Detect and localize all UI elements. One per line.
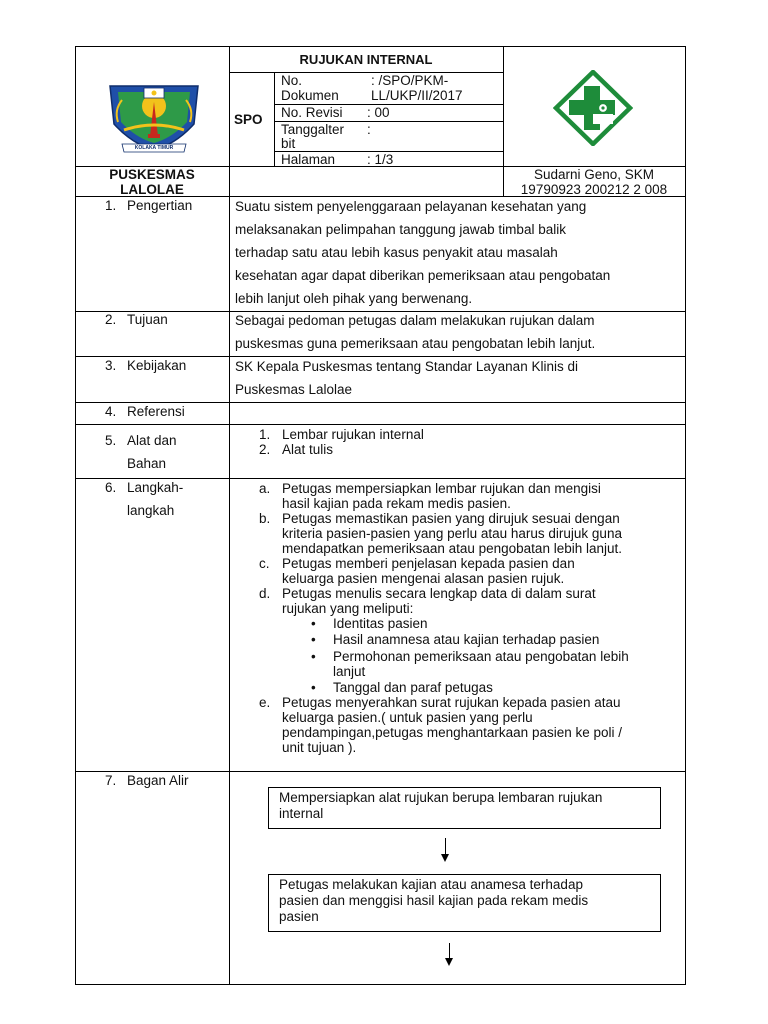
definition-line: terhadap satu atau lebih kasus penyakit atau masalah <box>235 245 558 260</box>
bullet-dot: • <box>311 680 316 695</box>
document-title: RUJUKAN INTERNAL <box>299 52 433 67</box>
step-line: Petugas memastikan pasien yang dirujuk sesuai dengan <box>282 511 620 526</box>
flowchart-step-1-line: Mempersiapkan alat rujukan berupa lembaran rujukan <box>279 790 603 805</box>
step-line: hasil kajian pada rekam medis pasien. <box>282 496 511 511</box>
flowchart-step-2 <box>268 874 661 932</box>
policy-line: SK Kepala Puskesmas tentang Standar Layanan Klinis di <box>235 359 578 374</box>
section-7-label: Bagan Alir <box>127 773 189 788</box>
bullet-item: Permohonan pemeriksaan atau pengobatan lebih <box>333 649 629 664</box>
section-2-label: Tujuan <box>127 312 168 327</box>
section-1-label: Pengertian <box>127 198 193 213</box>
section-3-label: Kebijakan <box>127 358 187 373</box>
section-2-number: 2. <box>105 312 117 327</box>
date-label-line2: bit <box>281 136 296 151</box>
date-label-line1: Tanggalter <box>281 122 345 137</box>
doc-number-label-line2: Dokumen <box>281 88 339 103</box>
section-6-number: 6. <box>105 480 117 495</box>
header-rule-title <box>229 72 503 73</box>
step-line: keluarga pasien.( untuk pasien yang perlu <box>282 710 533 725</box>
doc-number-value-line1: : /SPO/PKM- <box>371 73 449 88</box>
section-5-number: 5. <box>105 433 117 448</box>
org-name-line1: PUSKESMAS <box>109 167 195 182</box>
definition-line: lebih lanjut oleh pihak yang berwenang. <box>235 291 473 306</box>
bullet-dot: • <box>311 632 316 647</box>
section-4-label: Referensi <box>127 404 185 419</box>
table-border-top <box>75 46 686 47</box>
page-value: : 1/3 <box>367 152 394 167</box>
step-marker: d. <box>259 586 271 601</box>
flowchart-step-2-line: pasien <box>279 909 319 924</box>
bullet-item: Identitas pasien <box>333 616 428 631</box>
purpose-line: Sebagai pedoman petugas dalam melakukan rujukan dalam <box>235 313 595 328</box>
step-line: Petugas memberi penjelasan kepada pasien dan <box>282 556 575 571</box>
row-rule-4 <box>75 402 686 403</box>
table-border-right <box>685 46 686 985</box>
bullet-dot: • <box>311 616 316 631</box>
bullet-dot: • <box>311 649 316 664</box>
row-rule-6 <box>75 478 686 479</box>
signer-name: Sudarni Geno, SKM <box>533 167 655 182</box>
flowchart-step-2-line: pasien dan menggisi hasil kajian pada rekam medis <box>279 893 589 908</box>
step-marker: b. <box>259 511 271 526</box>
regency-emblem-logo <box>104 80 204 156</box>
step-marker: a. <box>259 481 271 496</box>
section-5-label-line2: Bahan <box>127 456 167 471</box>
emblem-caption: KOLAKA TIMUR <box>134 145 174 151</box>
purpose-line: puskesmas guna pemeriksaan atau pengobatan lebih lanjut. <box>235 336 596 351</box>
step-line: unit tujuan ). <box>282 740 357 755</box>
revision-value: : 00 <box>367 105 390 120</box>
date-value: : <box>367 122 371 137</box>
policy-line: Puskesmas Lalolae <box>235 382 353 397</box>
definition-line: melaksanakan pelimpahan tanggung jawab timbal balik <box>235 222 566 237</box>
signer-id: 19790923 200212 2 008 <box>520 182 668 197</box>
step-line: rujukan yang meliputi: <box>282 601 414 616</box>
tools-item-marker: 2. <box>259 442 271 457</box>
section-6-label-line1: Langkah- <box>127 480 184 495</box>
tools-item-marker: 1. <box>259 427 271 442</box>
definition-line: kesehatan agar dapat diberikan pemeriksaan atau pengobatan <box>235 268 611 283</box>
column-divider <box>229 46 230 985</box>
step-line: Petugas mempersiapkan lembar rujukan dan mengisi <box>282 481 601 496</box>
tools-item: Lembar rujukan internal <box>282 427 424 442</box>
step-line: mendapatkan pemeriksaan atau pengobatan lebih lanjut. <box>282 541 622 556</box>
step-line: Petugas menulis secara lengkap data di dalam surat <box>282 586 596 601</box>
org-name-line2: LALOLAE <box>120 182 184 197</box>
step-line: Petugas menyerahkan surat rujukan kepada pasien atau <box>282 695 621 710</box>
table-border-bottom <box>75 984 686 985</box>
page-label: Halaman <box>281 152 336 167</box>
step-line: kriteria pasien-pasien yang perlu atau harus dirujuk guna <box>282 526 622 541</box>
spo-divider <box>274 72 275 167</box>
bullet-item: Tanggal dan paraf petugas <box>333 680 493 695</box>
flowchart-step-1 <box>268 787 661 829</box>
section-4-number: 4. <box>105 404 117 419</box>
doc-number-label-line1: No. <box>281 73 303 88</box>
flowchart-step-1-line: internal <box>279 806 324 821</box>
flowchart-arrow-2 <box>449 943 450 960</box>
section-6-label-line2: langkah <box>127 503 175 518</box>
section-3-number: 3. <box>105 358 117 373</box>
step-marker: e. <box>259 695 271 710</box>
revision-label: No. Revisi <box>281 105 343 120</box>
section-5-label-line1: Alat dan <box>127 433 177 448</box>
row-rule-7 <box>75 771 686 772</box>
row-rule-5 <box>75 424 686 425</box>
step-line: keluarga pasien mengenai alasan pasien rujuk. <box>282 571 565 586</box>
flowchart-step-2-line: Petugas melakukan kajian atau anamesa terhadap <box>279 877 583 892</box>
doc-number-value-line2: LL/UKP/II/2017 <box>371 88 463 103</box>
puskesmas-logo <box>553 70 633 146</box>
step-line: pendampingan,petugas menghantarkaan pasien ke poli / <box>282 725 622 740</box>
tools-item: Alat tulis <box>282 442 334 457</box>
step-marker: c. <box>259 556 270 571</box>
bullet-item: lanjut <box>333 664 366 679</box>
definition-line: Suatu sistem penyelenggaraan pelayanan kesehatan yang <box>235 199 587 214</box>
section-7-number: 7. <box>105 773 117 788</box>
section-1-number: 1. <box>105 198 117 213</box>
spo-label: SPO <box>234 112 263 127</box>
bullet-item: Hasil anamnesa atau kajian terhadap pasien <box>333 632 600 647</box>
flowchart-arrow-1 <box>445 838 446 856</box>
